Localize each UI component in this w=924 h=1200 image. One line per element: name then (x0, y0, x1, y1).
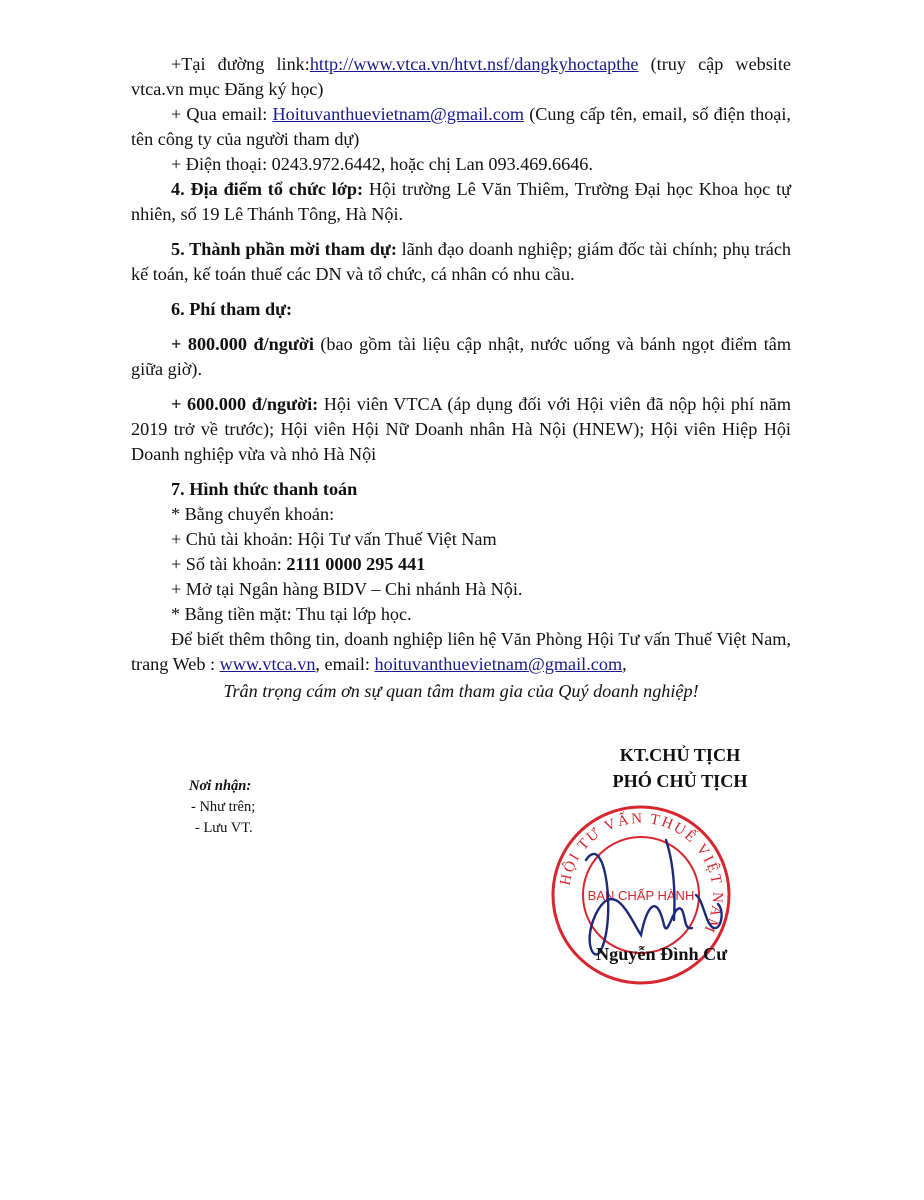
section-venue: 4. Địa điểm tổ chức lớp: Hội trường Lê Văn Thiêm, Trường Đại học Khoa học tự nhiên, số 19 Lê Thánh Tông, Hà Nội. (131, 179, 791, 224)
fee-standard: + 800.000 đ/người (bao gồm tài liệu cập nhật, nước uống và bánh ngọt điểm tâm giữa giờ). (131, 334, 791, 379)
contact-info: Để biết thêm thông tin, doanh nghiệp liên hệ Văn Phòng Hội Tư vấn Thuế Việt Nam, trang Web : www.vtca.vn, email: hoituvanthuevietnam@gmail.com, (131, 629, 791, 674)
section-attendees: 5. Thành phần mời tham dự: lãnh đạo doanh nghiệp; giám đốc tài chính; phụ trách kế toán, kế toán thuế các DN và tổ chức, cá nhân có nhu cầu. (131, 239, 791, 284)
seal-ring-text: HỘI TƯ VẤN THUẾ VIỆT NAM (557, 810, 726, 937)
registration-link[interactable]: http://www.vtca.vn/htvt.nsf/dangkyhoctapthe (309, 54, 639, 74)
signature-title-line1: KT.CHỦ TỊCH (619, 745, 741, 765)
bank-branch: + Mở tại Ngân hàng BIDV – Chi nhánh Hà Nội. (171, 579, 523, 599)
email-line: + Qua email: Hoituvanthuevietnam@gmail.com (Cung cấp tên, email, số điện thoại, tên công ty của người tham dự) (131, 104, 791, 149)
letter-body (131, 52, 791, 704)
phone-line: + Điện thoại: 0243.972.6442, hoặc chị Lan 093.469.6646. (171, 154, 593, 174)
recipient-item: - Như trên; (191, 799, 256, 815)
section-payment-heading: 7. Hình thức thanh toán (171, 479, 358, 499)
recipient-item: - Lưu VT. (195, 820, 253, 836)
seal-center-text: BAN CHẤP HÀNH (587, 888, 695, 903)
section-venue-label: 4. Địa điểm tổ chức lớp: (171, 179, 364, 199)
registration-link-line: +Tại đường link:http://www.vtca.vn/htvt.nsf/dangkyhoctapthe (truy cập website vtca.vn mục Đăng ký học) (131, 54, 791, 99)
contact-email-link[interactable]: hoituvanthuevietnam@gmail.com (374, 654, 623, 674)
closing-line: Trân trọng cám ơn sự quan tâm tham gia của Quý doanh nghiệp! (223, 681, 699, 701)
registration-email-link[interactable]: Hoituvanthuevietnam@gmail.com (272, 104, 525, 124)
account-holder: + Chủ tài khoản: Hội Tư vấn Thuế Việt Nam (171, 529, 497, 549)
website-link[interactable]: www.vtca.vn (219, 654, 316, 674)
signature-title (560, 742, 800, 794)
signer-name: Nguyễn Đình Cư (596, 944, 728, 964)
account-number: 2111 0000 295 441 (286, 554, 426, 574)
signature-title-line2: PHÓ CHỦ TỊCH (612, 771, 748, 791)
fee-member: + 600.000 đ/người: Hội viên VTCA (áp dụng đối với Hội viên đã nộp hội phí năm 2019 trở về trước); Hội viên Hội Nữ Doanh nhân Hà Nội (HNEW); Hội viên Hiệp Hội Doanh nghiệp vừa và nhỏ Hà Nội (131, 394, 791, 464)
section-fee-heading: 6. Phí tham dự: (171, 299, 293, 319)
recipients-block (183, 776, 255, 839)
section-attendees-label: 5. Thành phần mời tham dự: (171, 239, 397, 259)
recipients-heading: Nơi nhận: (189, 778, 252, 794)
account-number-line: + Số tài khoản: 2111 0000 295 441 (171, 554, 426, 574)
payment-transfer: * Bằng chuyển khoản: (171, 504, 335, 524)
payment-cash: * Bằng tiền mặt: Thu tại lớp học. (171, 604, 412, 624)
